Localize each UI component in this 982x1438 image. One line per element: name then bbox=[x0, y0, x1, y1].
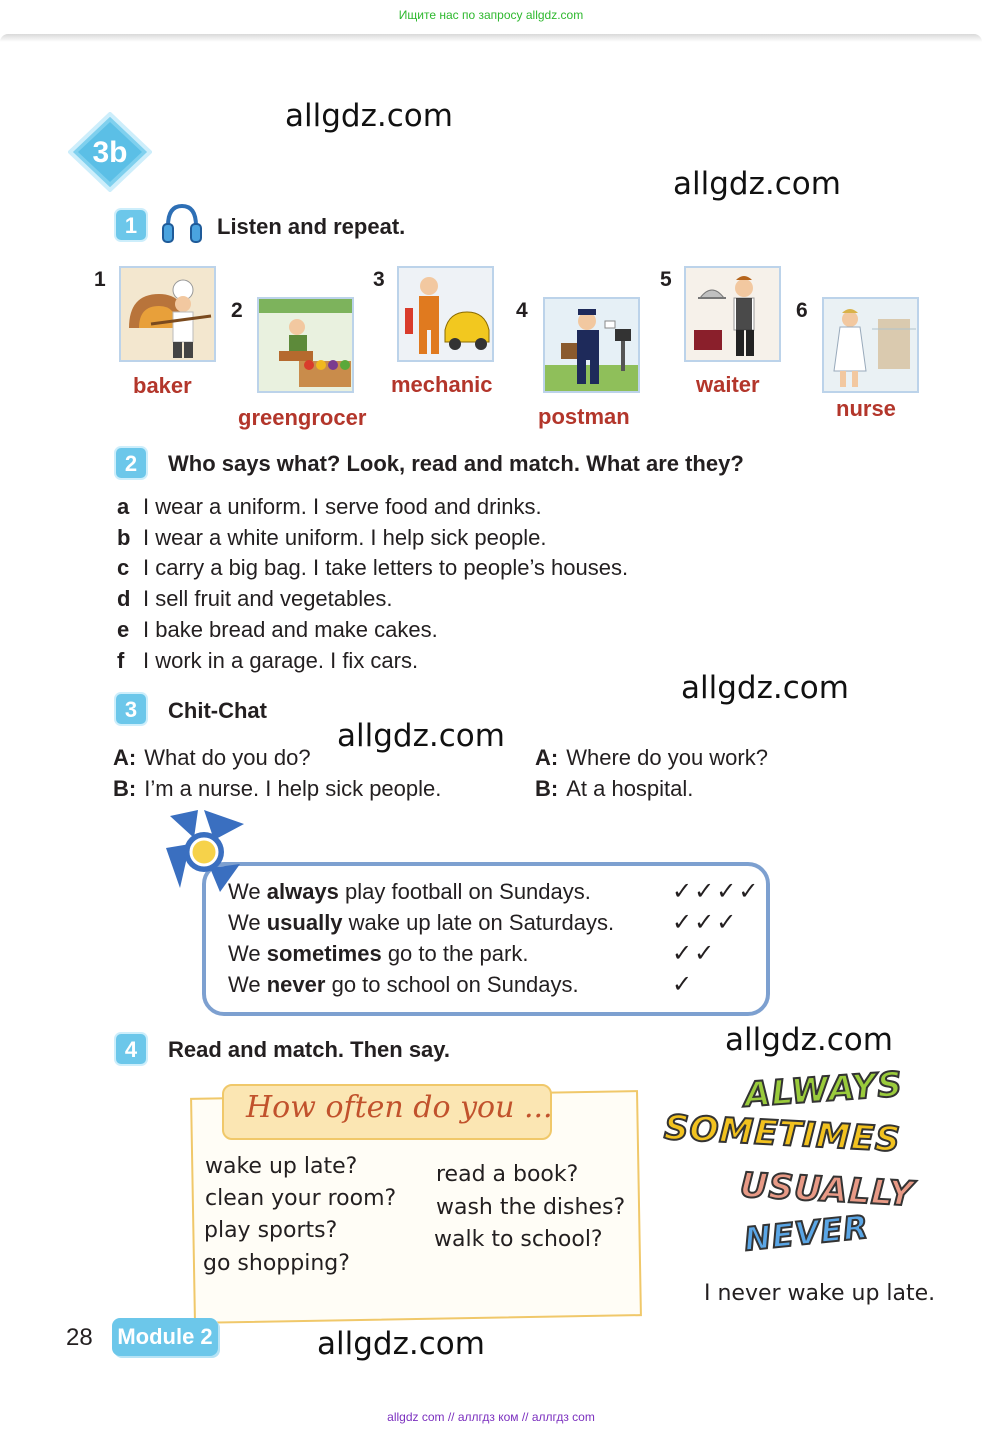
sentence-e: e I bake bread and make cakes. bbox=[117, 617, 438, 642]
baker-picture bbox=[119, 266, 216, 362]
exercise-4-badge bbox=[114, 1032, 148, 1066]
grammar-line-never: We never go to school on Sundays. bbox=[228, 972, 579, 997]
picture-number-3: 3 bbox=[373, 268, 385, 291]
ticks-never: ✓ bbox=[672, 971, 695, 998]
picture-number-4: 4 bbox=[516, 299, 528, 322]
question-right-1: read a book? bbox=[436, 1162, 579, 1187]
word-never: NEVER bbox=[742, 1207, 871, 1259]
waiter-picture bbox=[684, 266, 781, 362]
example-sentence: I never wake up late. bbox=[704, 1281, 936, 1306]
job-label-postman: postman bbox=[538, 404, 630, 429]
watermark-3: allgdz.com bbox=[681, 670, 849, 706]
ticks-sometimes: ✓✓ bbox=[672, 940, 717, 967]
note-title: How often do you ... bbox=[246, 1090, 553, 1125]
exercise-1-badge bbox=[114, 208, 148, 242]
greengrocer-picture bbox=[257, 297, 354, 393]
job-label-waiter: waiter bbox=[696, 372, 760, 397]
word-sometimes: SOMETIMES bbox=[663, 1107, 902, 1161]
sentence-c: c I carry a big bag. I take letters to people’s houses. bbox=[117, 555, 629, 580]
job-label-nurse: nurse bbox=[836, 396, 896, 421]
page-edge bbox=[0, 34, 982, 42]
sentence-b: b I wear a white uniform. I help sick people. bbox=[117, 525, 547, 550]
top-notice[interactable]: Ищите нас по запросу allgdz.com bbox=[398, 8, 584, 22]
sentence-f: f I work in a garage. I fix cars. bbox=[117, 648, 419, 673]
postman-picture bbox=[543, 297, 640, 393]
svg-text:3: 3 bbox=[124, 697, 138, 722]
question-right-3: walk to school? bbox=[434, 1227, 603, 1252]
svg-text:2: 2 bbox=[124, 451, 138, 476]
unit-label: 3b bbox=[92, 136, 128, 169]
picture-number-2: 2 bbox=[231, 299, 243, 322]
sentence-d: d I sell fruit and vegetables. bbox=[117, 586, 393, 611]
chat-left-a: A: What do you do? bbox=[113, 745, 311, 770]
headphones-icon bbox=[160, 200, 204, 246]
word-always: ALWAYS bbox=[742, 1064, 905, 1116]
exercise-3-title: Chit-Chat bbox=[168, 698, 267, 723]
exercise-4-instruction: Read and match. Then say. bbox=[168, 1037, 451, 1062]
picture-number-6: 6 bbox=[796, 299, 808, 322]
chat-right-a: A: Where do you work? bbox=[535, 745, 768, 770]
nurse-picture bbox=[822, 297, 919, 393]
module-badge: Module 2 bbox=[112, 1318, 218, 1356]
question-left-2: clean your room? bbox=[205, 1186, 397, 1211]
mechanic-picture bbox=[397, 266, 494, 362]
svg-text:4: 4 bbox=[124, 1037, 138, 1062]
ticks-usually: ✓✓✓ bbox=[672, 909, 739, 936]
ticks-always: ✓✓✓✓ bbox=[672, 878, 761, 905]
job-label-baker: baker bbox=[133, 373, 192, 398]
exercise-2-badge bbox=[114, 446, 148, 480]
chat-left-b: B: I’m a nurse. I help sick people. bbox=[113, 776, 442, 801]
exercise-2-instruction: Who says what? Look, read and match. What are they? bbox=[168, 451, 744, 476]
grammar-line-usually: We usually wake up late on Saturdays. bbox=[228, 910, 615, 935]
chat-right-b: B: At a hospital. bbox=[535, 776, 694, 801]
picture-number-5: 5 bbox=[660, 268, 672, 291]
unit-badge bbox=[68, 112, 152, 192]
watermark-5: allgdz.com bbox=[725, 1022, 893, 1058]
grammar-line-sometimes: We sometimes go to the park. bbox=[228, 941, 529, 966]
question-left-1: wake up late? bbox=[205, 1154, 358, 1179]
question-right-2: wash the dishes? bbox=[436, 1195, 626, 1220]
job-label-mechanic: mechanic bbox=[391, 372, 493, 397]
watermark-2: allgdz.com bbox=[673, 166, 841, 202]
footer-links[interactable]: allgdz com // аллгдз ком // аллгдз com bbox=[387, 1410, 595, 1424]
watermark-6: allgdz.com bbox=[317, 1326, 485, 1362]
word-usually: USUALLY bbox=[739, 1165, 916, 1215]
svg-text:1: 1 bbox=[124, 213, 138, 238]
job-label-greengrocer: greengrocer bbox=[238, 405, 367, 430]
page-number: 28 bbox=[66, 1324, 93, 1351]
watermark-1: allgdz.com bbox=[285, 98, 453, 134]
watermark-4: allgdz.com bbox=[337, 718, 505, 754]
grammar-line-always: We always play football on Sundays. bbox=[228, 879, 591, 904]
question-left-4: go shopping? bbox=[203, 1251, 350, 1276]
exercise-1-instruction: Listen and repeat. bbox=[217, 214, 406, 239]
question-left-3: play sports? bbox=[204, 1218, 338, 1243]
exercise-3-badge bbox=[114, 692, 148, 726]
sentence-a: a I wear a uniform. I serve food and drinks. bbox=[117, 494, 542, 519]
picture-number-1: 1 bbox=[94, 268, 106, 291]
